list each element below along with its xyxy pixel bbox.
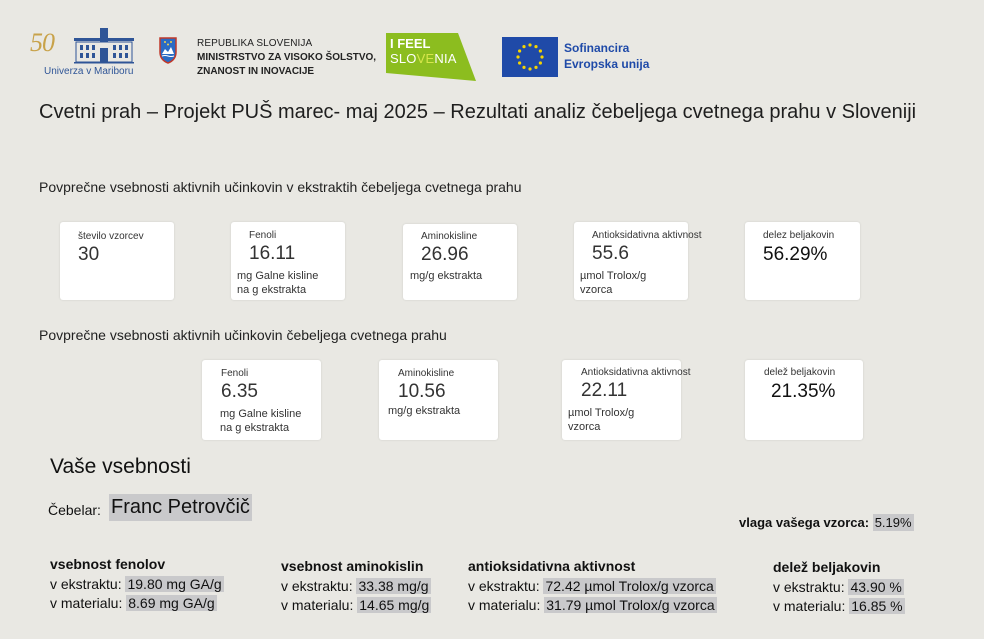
card-value: 22.11 (581, 380, 628, 401)
card-value: 26.96 (421, 244, 469, 265)
eu-star-icon (539, 61, 542, 64)
eu-line-2: Evropska unija (564, 57, 650, 71)
eu-star-icon (522, 45, 525, 48)
pollen-section-heading: Povprečne vsebnosti aktivnih učinkovin čebeljega cvetnega prahu (39, 327, 447, 343)
university-maribor-logo (30, 26, 136, 80)
ministry-line-3: ZNANOST IN INOVACIJE (197, 66, 315, 77)
extract-value: 72.42 µmol Trolox/g vzorca (545, 578, 714, 594)
card-value: 30 (78, 244, 100, 265)
eu-cofinancing-text (564, 40, 649, 72)
extract-value: 19.80 mg GA/g (127, 576, 222, 592)
eu-flag-icon (502, 37, 558, 77)
card-label: Aminokisline (421, 231, 478, 242)
card-extract-phenols (231, 222, 345, 300)
i-feel-slovenia-logo (386, 33, 476, 81)
card-sample-count (60, 222, 174, 300)
beekeeper-name: Franc Petrovčič (109, 494, 252, 521)
group-heading: delež beljakovin (773, 559, 881, 575)
ministry-line-1: REPUBLIKA SLOVENIJA (197, 38, 313, 49)
ministry-logo-text (197, 37, 376, 79)
eu-star-icon (518, 49, 521, 52)
card-value: 55.6 (592, 243, 629, 264)
material-value: 14.65 mg/g (359, 597, 430, 613)
card-pollen-amino-acids (379, 360, 498, 440)
extract-value: 43.90 % (850, 579, 902, 595)
extract-row: v ekstraktu: 72.42 µmol Trolox/g vzorca (468, 578, 714, 594)
card-label: Antioksidativna aktivnost (592, 230, 702, 241)
moisture-label: vlaga vašega vzorca: (739, 515, 870, 530)
card-unit: mg/g ekstrakta (388, 405, 461, 417)
eu-star-icon (522, 66, 525, 69)
card-label: delez beljakovin (763, 230, 835, 241)
card-unit: mg Galne kisline na g ekstrakta (237, 270, 319, 296)
card-label: Fenoli (221, 368, 249, 379)
card-extract-antioxidant (574, 222, 702, 300)
card-label: število vzorcev (78, 231, 144, 242)
card-value: 6.35 (221, 381, 258, 402)
card-value: 21.35% (771, 381, 836, 402)
card-unit: mg Galne kisline na g ekstrakta (220, 408, 302, 434)
card-extract-protein (745, 222, 860, 300)
ifeel-line-2: SLOVENIA (390, 51, 457, 66)
card-extract-amino-acids (403, 224, 517, 300)
card-value: 16.11 (249, 243, 296, 264)
extract-row: v ekstraktu: 43.90 % (773, 579, 902, 595)
antioxidant-result-group (468, 557, 717, 615)
extract-row: v ekstraktu: 19.80 mg GA/g (50, 576, 222, 592)
material-value: 31.79 µmol Trolox/g vzorca (546, 597, 715, 613)
ifeel-line-1: I FEEL (390, 36, 431, 51)
card-label: Antioksidativna aktivnost (581, 367, 691, 378)
beekeeper-label: Čebelar: (48, 502, 101, 518)
eu-star-icon (534, 66, 537, 69)
ministry-line-2: MINISTRSTVO ZA VISOKO ŠOLSTVO, (197, 52, 377, 63)
card-unit: mg/g ekstrakta (410, 270, 483, 282)
moisture-row (739, 515, 914, 530)
material-value: 8.69 mg GA/g (128, 595, 215, 611)
card-pollen-antioxidant (562, 360, 691, 440)
eu-star-icon (528, 67, 531, 70)
eu-star-icon (518, 61, 521, 64)
your-values-heading: Vaše vsebnosti (50, 455, 191, 478)
i-feel-slovenia-text (390, 36, 457, 66)
eu-star-icon (516, 55, 519, 58)
material-row: v materialu: 31.79 µmol Trolox/g vzorca (468, 597, 715, 613)
card-unit: µmol Trolox/g vzorca (568, 407, 635, 433)
eu-star-icon (534, 45, 537, 48)
extract-section-heading: Povprečne vsebnosti aktivnih učinkovin v ekstraktih čebeljega cvetnega prahu (39, 179, 522, 195)
card-value: 10.56 (398, 381, 446, 402)
eu-line-1: Sofinancira (564, 41, 630, 55)
group-heading: antioksidativna aktivnost (468, 558, 636, 574)
card-label: Aminokisline (398, 368, 455, 379)
group-heading: vsebnost aminokislin (281, 558, 424, 574)
card-label: delež beljakovin (764, 367, 836, 378)
card-pollen-protein (745, 360, 863, 440)
card-unit: µmol Trolox/g vzorca (580, 270, 647, 296)
material-row: v materialu: 16.85 % (773, 598, 903, 614)
protein-result-group (773, 558, 905, 616)
extract-row: v ekstraktu: 33.38 mg/g (281, 578, 429, 594)
page-title: Cvetni prah – Projekt PUŠ marec- maj 2025 – Rezultati analiz čebeljega cvetnega prahu v Sloveniji (39, 101, 917, 123)
university-name: Univerza v Mariboru (44, 66, 134, 77)
extract-value: 33.38 mg/g (358, 578, 429, 594)
card-pollen-phenols (202, 360, 321, 440)
card-value: 56.29% (763, 244, 828, 265)
material-value: 16.85 % (851, 598, 903, 614)
card-label: Fenoli (249, 230, 277, 241)
eu-star-icon (539, 49, 542, 52)
moisture-value: 5.19% (874, 515, 912, 530)
university-building-icon (74, 26, 134, 64)
phenols-result-group (50, 555, 224, 613)
eu-star-icon (540, 55, 543, 58)
eu-star-icon (528, 43, 531, 46)
group-heading: vsebnost fenolov (50, 556, 166, 572)
material-row: v materialu: 8.69 mg GA/g (50, 595, 215, 611)
material-row: v materialu: 14.65 mg/g (281, 597, 430, 613)
amino-acids-result-group (281, 557, 431, 615)
slovenia-coat-of-arms-icon (158, 36, 178, 64)
anniversary-mark: 50 (30, 28, 54, 57)
